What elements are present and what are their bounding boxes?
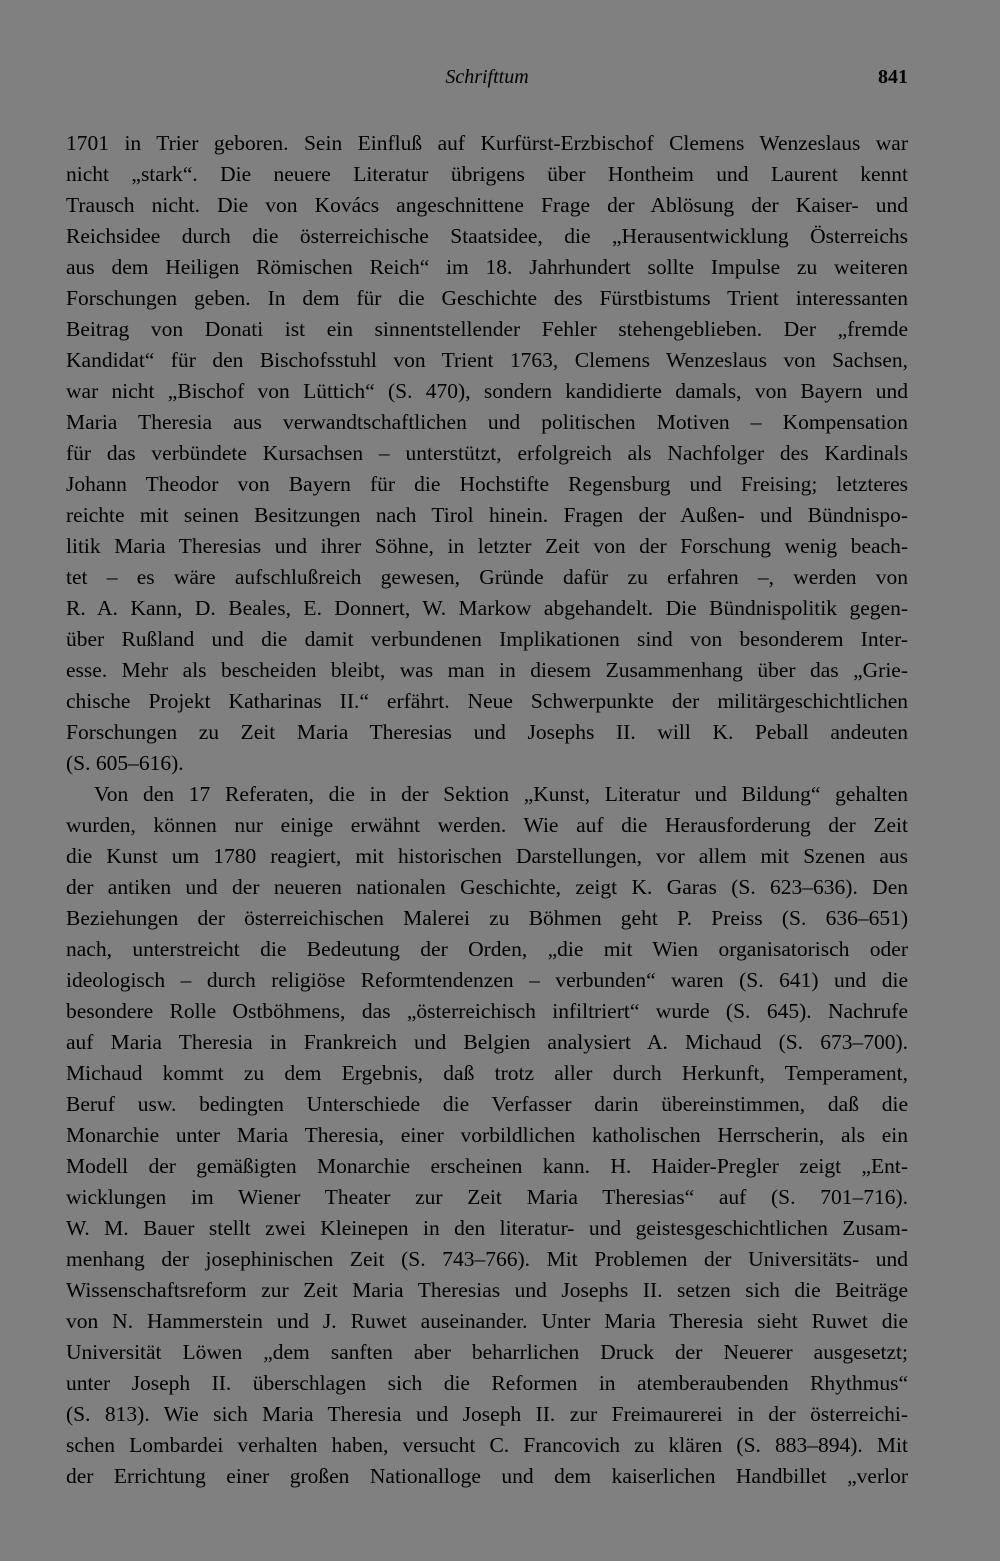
text-line: esse. Mehr als bescheiden bleibt, was man in diesem Zusammenhang über das „Grie- (66, 658, 908, 682)
text-line: Von den 17 Referaten, die in der Sektion „Kunst, Literatur und Bildung“ gehalten (94, 782, 908, 806)
text-line: chische Projekt Katharinas II.“ erfährt. Neue Schwerpunkte der militärgeschichtlichen (66, 689, 908, 713)
text-line: Michaud kommt zu dem Ergebnis, daß trotz aller durch Herkunft, Temperament, (66, 1061, 908, 1085)
running-title: Schrifttum (445, 66, 529, 88)
text-line: aus dem Heiligen Römischen Reich“ im 18. Jahrhundert sollte Impulse zu weiteren (66, 255, 908, 279)
page-number: 841 (878, 66, 908, 88)
text-line: unter Joseph II. überschlagen sich die Reformen in atemberaubenden Rhythmus“ (66, 1371, 908, 1395)
text-line: Beruf usw. bedingten Unterschiede die Verfasser darin übereinstimmen, daß die (66, 1092, 908, 1116)
text-line: reichte mit seinen Besitzungen nach Tirol hinein. Fragen der Außen- und Bündnispo- (66, 503, 908, 527)
running-header (66, 62, 908, 92)
text-line: (S. 813). Wie sich Maria Theresia und Joseph II. zur Freimaurerei in der österreichi- (66, 1402, 908, 1426)
text-line: Universität Löwen „dem sanften aber beharrlichen Druck der Neuerer ausgesetzt; (66, 1340, 908, 1364)
text-line: Modell der gemäßigten Monarchie erscheinen kann. H. Haider-Pregler zeigt „Ent- (66, 1154, 908, 1178)
text-line: auf Maria Theresia in Frankreich und Belgien analysiert A. Michaud (S. 673–700). (66, 1030, 908, 1054)
text-line: wurden, können nur einige erwähnt werden. Wie auf die Herausforderung der Zeit (66, 813, 908, 837)
text-line: Johann Theodor von Bayern für die Hochstifte Regensburg und Freising; letzteres (66, 472, 908, 496)
text-line: Monarchie unter Maria Theresia, einer vorbildlichen katholischen Herrscherin, als ein (66, 1123, 908, 1147)
text-line: der Errichtung einer großen Nationalloge und dem kaiserlichen Handbillet „verlor (66, 1464, 908, 1488)
text-line: Trausch nicht. Die von Kovács angeschnittene Frage der Ablösung der Kaiser- und (66, 193, 908, 217)
text-line: von N. Hammerstein und J. Ruwet auseinander. Unter Maria Theresia sieht Ruwet die (66, 1309, 908, 1333)
text-line: schen Lombardei verhalten haben, versucht C. Francovich zu klären (S. 883–894). Mit (66, 1433, 908, 1457)
text-line: Kandidat“ für den Bischofsstuhl von Trient 1763, Clemens Wenzeslaus von Sachsen, (66, 348, 908, 372)
text-line: menhang der josephinischen Zeit (S. 743–766). Mit Problemen der Universitäts- und (66, 1247, 908, 1271)
text-line: Forschungen geben. In dem für die Geschichte des Fürstbistums Trient interessanten (66, 286, 908, 310)
text-line: (S. 605–616). (66, 751, 184, 775)
text-line: nach, unterstreicht die Bedeutung der Orden, „die mit Wien organisatorisch oder (66, 937, 908, 961)
text-line: Maria Theresia aus verwandtschaftlichen und politischen Motiven – Kompensation (66, 410, 908, 434)
text-line: Wissenschaftsreform zur Zeit Maria Theresias und Josephs II. setzen sich die Beiträge (66, 1278, 908, 1302)
text-line: für das verbündete Kursachsen – unterstützt, erfolgreich als Nachfolger des Kardinals (66, 441, 908, 465)
text-line: Beitrag von Donati ist ein sinnentstellender Fehler stehengeblieben. Der „fremde (66, 317, 908, 341)
text-line: W. M. Bauer stellt zwei Kleinepen in den literatur- und geistesgeschichtlichen Zusam- (66, 1216, 908, 1240)
text-line: litik Maria Theresias und ihrer Söhne, in letzter Zeit von der Forschung wenig beach- (66, 534, 908, 558)
text-line: ideologisch – durch religiöse Reformtendenzen – verbunden“ waren (S. 641) und die (66, 968, 908, 992)
text-line: die Kunst um 1780 reagiert, mit historischen Darstellungen, vor allem mit Szenen aus (66, 844, 908, 868)
text-line: Reichsidee durch die österreichische Staatsidee, die „Herausentwicklung Österreichs (66, 224, 908, 248)
text-line: besondere Rolle Ostböhmens, das „österreichisch infiltriert“ wurde (S. 645). Nachrufe (66, 999, 908, 1023)
text-line: war nicht „Bischof von Lüttich“ (S. 470), sondern kandidierte damals, von Bayern und (66, 379, 908, 403)
text-line: 1701 in Trier geboren. Sein Einfluß auf Kurfürst-Erzbischof Clemens Wenzeslaus war (66, 131, 908, 155)
text-line: Forschungen zu Zeit Maria Theresias und Josephs II. will K. Peball andeuten (66, 720, 908, 744)
text-line: nicht „stark“. Die neuere Literatur übrigens über Hontheim und Laurent kennt (66, 162, 908, 186)
text-line: wicklungen im Wiener Theater zur Zeit Maria Theresias“ auf (S. 701–716). (66, 1185, 908, 1209)
text-line: Beziehungen der österreichischen Malerei zu Böhmen geht P. Preiss (S. 636–651) (66, 906, 908, 930)
text-line: tet – es wäre aufschlußreich gewesen, Gründe dafür zu erfahren –, werden von (66, 565, 908, 589)
body-text (66, 128, 908, 1492)
text-line: der antiken und der neueren nationalen Geschichte, zeigt K. Garas (S. 623–636). Den (66, 875, 908, 899)
text-line: R. A. Kann, D. Beales, E. Donnert, W. Markow abgehandelt. Die Bündnispolitik gegen- (66, 596, 908, 620)
text-line: über Rußland und die damit verbundenen Implikationen sind von besonderem Inter- (66, 627, 908, 651)
